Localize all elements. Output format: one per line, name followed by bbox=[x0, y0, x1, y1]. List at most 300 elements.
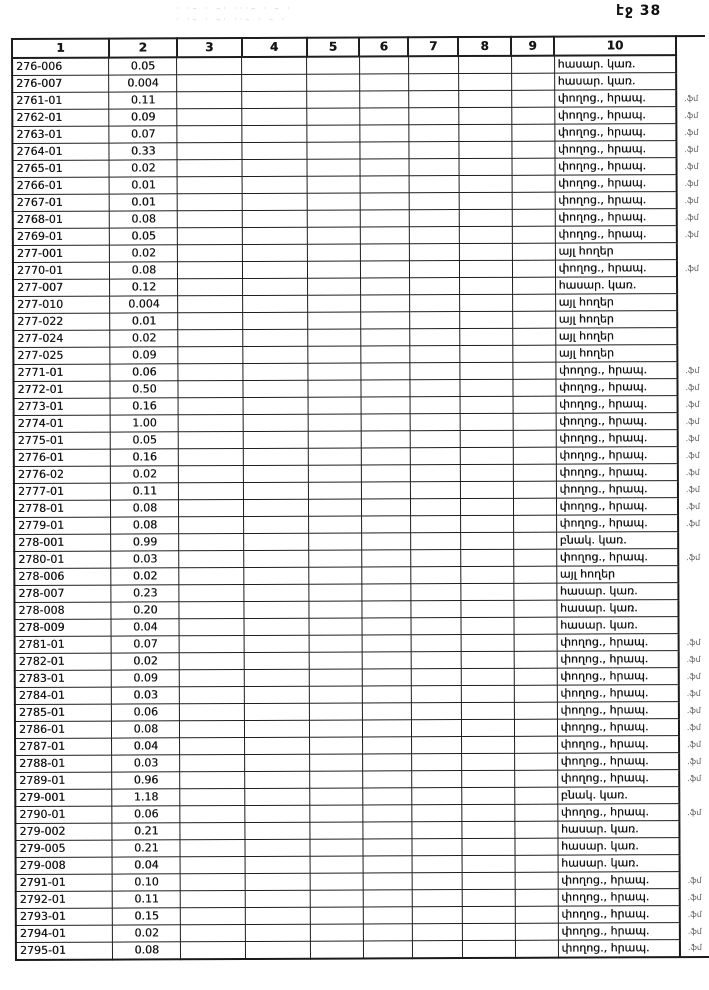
empty-cell-col-4 bbox=[243, 397, 308, 414]
code-cell: 2776-02 bbox=[14, 466, 111, 483]
empty-cell-col-4 bbox=[242, 57, 307, 75]
empty-cell-col-3 bbox=[178, 211, 243, 228]
category-cell: այլ հողեր bbox=[555, 243, 677, 261]
category-cell: փողոց., հրապ. bbox=[556, 413, 678, 431]
empty-cell-col-6 bbox=[362, 754, 411, 771]
empty-cell-col-6 bbox=[363, 941, 412, 959]
empty-cell-col-7 bbox=[410, 329, 460, 346]
faded-header-line-2: · ·– · –· ··– · – · bbox=[176, 15, 288, 24]
empty-cell-col-3 bbox=[178, 431, 243, 448]
value-cell: 0.11 bbox=[113, 891, 181, 908]
margin-note bbox=[677, 276, 706, 293]
column-header-10: 10 bbox=[554, 36, 676, 56]
empty-cell-col-8 bbox=[460, 345, 513, 362]
margin-note: .ֆմ bbox=[687, 909, 702, 919]
empty-cell-col-9 bbox=[514, 685, 557, 702]
column-header-5: 5 bbox=[306, 37, 359, 56]
category-cell: փողոց., հրապ. bbox=[557, 634, 679, 652]
empty-cell-col-3 bbox=[178, 312, 243, 329]
empty-cell-col-5 bbox=[310, 805, 363, 822]
empty-cell-col-4 bbox=[246, 941, 311, 959]
category-cell: փողոց., հրապ. bbox=[558, 923, 680, 941]
value-cell: 0.01 bbox=[110, 313, 178, 330]
category-cell: հասար. կառ. bbox=[554, 73, 676, 91]
margin-note bbox=[678, 616, 707, 633]
empty-cell-col-4 bbox=[244, 686, 309, 703]
category-cell: հասար. կառ. bbox=[556, 600, 678, 618]
category-cell: փողոց., հրապ. bbox=[557, 685, 679, 703]
margin-note: .ֆմ bbox=[685, 365, 700, 375]
empty-cell-col-9 bbox=[512, 277, 555, 294]
empty-cell-col-3 bbox=[178, 279, 243, 296]
code-cell: 2782-01 bbox=[15, 653, 112, 670]
empty-cell-col-7 bbox=[410, 482, 460, 499]
empty-cell-col-6 bbox=[362, 737, 411, 754]
empty-cell-col-3 bbox=[178, 295, 243, 312]
empty-cell-col-8 bbox=[459, 243, 512, 260]
value-cell: 0.06 bbox=[112, 806, 180, 823]
empty-cell-col-5 bbox=[308, 380, 361, 397]
empty-cell-col-6 bbox=[361, 482, 410, 499]
empty-cell-col-3 bbox=[177, 57, 242, 75]
code-cell: 2767-01 bbox=[13, 194, 110, 211]
empty-cell-col-8 bbox=[461, 770, 514, 787]
empty-cell-col-5 bbox=[310, 856, 363, 873]
empty-cell-col-7 bbox=[412, 822, 462, 839]
category-cell: փողոց., հրապ. bbox=[556, 430, 678, 448]
empty-cell-col-7 bbox=[410, 414, 460, 431]
empty-cell-col-3 bbox=[179, 448, 244, 465]
empty-cell-col-3 bbox=[177, 160, 242, 177]
empty-cell-col-7 bbox=[410, 380, 460, 397]
empty-cell-col-3 bbox=[180, 788, 245, 805]
empty-cell-col-6 bbox=[360, 74, 409, 91]
margin-note: .ֆմ bbox=[686, 722, 702, 732]
empty-cell-col-6 bbox=[361, 448, 410, 465]
empty-cell-col-9 bbox=[513, 515, 556, 532]
code-cell: 2762-01 bbox=[12, 109, 109, 126]
empty-cell-col-8 bbox=[460, 515, 513, 532]
empty-cell-col-3 bbox=[179, 618, 244, 635]
margin-note: .ֆմ bbox=[685, 399, 700, 409]
empty-cell-col-3 bbox=[177, 109, 242, 126]
value-cell: 0.05 bbox=[109, 57, 177, 75]
value-cell: 0.09 bbox=[109, 109, 177, 126]
margin-note bbox=[679, 837, 708, 854]
empty-cell-col-8 bbox=[460, 532, 513, 549]
empty-cell-col-8 bbox=[460, 447, 513, 464]
value-cell: 0.02 bbox=[111, 568, 179, 585]
empty-cell-col-8 bbox=[459, 311, 512, 328]
empty-cell-col-4 bbox=[245, 873, 310, 890]
empty-cell-col-9 bbox=[513, 430, 556, 447]
code-cell: 2792-01 bbox=[16, 891, 113, 908]
empty-cell-col-9 bbox=[514, 651, 557, 668]
empty-cell-col-4 bbox=[244, 618, 309, 635]
column-header-6: 6 bbox=[359, 37, 408, 56]
column-header-4: 4 bbox=[242, 38, 307, 57]
empty-cell-col-8 bbox=[461, 719, 514, 736]
empty-cell-col-4 bbox=[245, 856, 310, 873]
empty-cell-col-8 bbox=[459, 175, 512, 192]
code-cell: 2773-01 bbox=[14, 398, 111, 415]
empty-cell-col-4 bbox=[245, 754, 310, 771]
category-cell: այլ հողեր bbox=[555, 294, 677, 312]
empty-cell-col-4 bbox=[242, 142, 307, 159]
empty-cell-col-4 bbox=[244, 584, 309, 601]
empty-cell-col-5 bbox=[308, 295, 361, 312]
empty-cell-col-6 bbox=[360, 91, 409, 108]
empty-cell-col-7 bbox=[408, 74, 458, 91]
empty-cell-col-7 bbox=[411, 601, 461, 618]
empty-cell-col-3 bbox=[178, 262, 243, 279]
empty-cell-col-3 bbox=[181, 924, 246, 941]
empty-cell-col-3 bbox=[179, 567, 244, 584]
empty-cell-col-4 bbox=[243, 261, 308, 278]
category-cell: փողոց., հրապ. bbox=[555, 175, 677, 193]
empty-cell-col-3 bbox=[179, 652, 244, 669]
empty-cell-col-8 bbox=[459, 192, 512, 209]
empty-cell-col-6 bbox=[362, 686, 411, 703]
column-header-1: 1 bbox=[12, 39, 109, 58]
empty-cell-col-4 bbox=[244, 533, 309, 550]
empty-cell-col-4 bbox=[244, 567, 309, 584]
empty-cell-col-8 bbox=[460, 566, 513, 583]
margin-note: .ֆմ bbox=[684, 212, 699, 222]
empty-cell-col-7 bbox=[411, 567, 461, 584]
empty-cell-col-5 bbox=[307, 91, 360, 108]
category-cell: փողոց., հրապ. bbox=[555, 226, 677, 244]
empty-cell-col-8 bbox=[460, 430, 513, 447]
empty-cell-col-5 bbox=[308, 312, 361, 329]
value-cell: 0.23 bbox=[111, 585, 179, 602]
empty-cell-col-4 bbox=[242, 91, 307, 108]
empty-cell-col-7 bbox=[411, 550, 461, 567]
category-cell: հասար. կառ. bbox=[558, 855, 680, 873]
margin-note bbox=[677, 242, 706, 259]
empty-cell-col-8 bbox=[460, 413, 513, 430]
category-cell: փողոց., հրապ. bbox=[557, 668, 679, 686]
value-cell: 1.00 bbox=[110, 415, 178, 432]
empty-cell-col-7 bbox=[410, 499, 460, 516]
empty-cell-col-5 bbox=[309, 652, 362, 669]
margin-note: .ֆմ bbox=[685, 501, 701, 511]
empty-cell-col-6 bbox=[360, 261, 409, 278]
empty-cell-col-9 bbox=[513, 532, 556, 549]
value-cell: 0.05 bbox=[110, 228, 178, 245]
empty-cell-col-7 bbox=[411, 635, 461, 652]
empty-cell-col-6 bbox=[360, 295, 409, 312]
empty-cell-col-6 bbox=[361, 465, 410, 482]
empty-cell-col-9 bbox=[512, 345, 555, 362]
empty-cell-col-5 bbox=[307, 176, 360, 193]
empty-cell-col-4 bbox=[244, 669, 309, 686]
empty-cell-col-7 bbox=[410, 346, 460, 363]
code-cell: 2769-01 bbox=[13, 228, 110, 245]
empty-cell-col-7 bbox=[412, 907, 462, 924]
category-cell: փողոց., հրապ. bbox=[558, 940, 680, 958]
empty-cell-col-7 bbox=[412, 839, 462, 856]
category-cell: փողոց., հրապ. bbox=[555, 362, 677, 380]
empty-cell-col-4 bbox=[245, 805, 310, 822]
empty-cell-col-3 bbox=[179, 516, 244, 533]
empty-cell-col-6 bbox=[363, 873, 412, 890]
margin-note: .ֆմ bbox=[684, 127, 699, 137]
column-header-7: 7 bbox=[408, 37, 458, 56]
code-cell: 278-007 bbox=[14, 585, 111, 602]
empty-cell-col-8 bbox=[459, 141, 512, 158]
empty-cell-col-6 bbox=[363, 805, 412, 822]
value-cell: 0.03 bbox=[112, 755, 180, 772]
empty-cell-col-3 bbox=[179, 584, 244, 601]
empty-cell-col-9 bbox=[513, 413, 556, 430]
empty-cell-col-6 bbox=[360, 278, 409, 295]
empty-cell-col-4 bbox=[245, 890, 310, 907]
empty-cell-col-9 bbox=[512, 260, 555, 277]
margin-note bbox=[678, 531, 707, 548]
margin-note: .ֆմ bbox=[685, 416, 700, 426]
margin-note: .ֆմ bbox=[684, 161, 699, 171]
empty-cell-col-6 bbox=[363, 788, 412, 805]
code-cell: 2761-01 bbox=[12, 92, 109, 109]
margin-note: .ֆմ bbox=[684, 110, 699, 120]
value-cell: 0.02 bbox=[111, 466, 179, 483]
value-cell: 0.08 bbox=[113, 942, 181, 960]
land-parcel-table bbox=[11, 35, 709, 961]
code-cell: 276-007 bbox=[12, 75, 109, 92]
faded-header-line-1: · ·– · –· ···– · – · bbox=[176, 4, 293, 13]
empty-cell-col-6 bbox=[361, 380, 410, 397]
empty-cell-col-7 bbox=[409, 159, 459, 176]
empty-cell-col-5 bbox=[309, 669, 362, 686]
empty-cell-col-7 bbox=[412, 805, 462, 822]
margin-spacer bbox=[676, 36, 705, 55]
empty-cell-col-5 bbox=[307, 227, 360, 244]
empty-cell-col-3 bbox=[180, 805, 245, 822]
margin-note: .ֆմ bbox=[686, 739, 702, 749]
value-cell: 0.08 bbox=[111, 517, 179, 534]
empty-cell-col-3 bbox=[180, 890, 245, 907]
code-cell: 2790-01 bbox=[15, 806, 112, 823]
empty-cell-col-5 bbox=[309, 550, 362, 567]
value-cell: 0.08 bbox=[112, 721, 180, 738]
empty-cell-col-8 bbox=[462, 838, 515, 855]
empty-cell-col-8 bbox=[458, 90, 511, 107]
empty-cell-col-6 bbox=[362, 618, 411, 635]
empty-cell-col-6 bbox=[361, 312, 410, 329]
empty-cell-col-6 bbox=[361, 431, 410, 448]
empty-cell-col-7 bbox=[409, 108, 459, 125]
empty-cell-col-9 bbox=[515, 940, 558, 958]
category-cell: փողոց., հրապ. bbox=[558, 889, 680, 907]
category-cell: այլ հողեր bbox=[555, 311, 677, 329]
category-cell: փողոց., հրապ. bbox=[554, 124, 676, 142]
empty-cell-col-7 bbox=[410, 465, 460, 482]
code-cell: 2777-01 bbox=[14, 483, 111, 500]
value-cell: 0.09 bbox=[112, 670, 180, 687]
empty-cell-col-3 bbox=[180, 873, 245, 890]
empty-cell-col-6 bbox=[363, 856, 412, 873]
category-cell: փողոց., հրապ. bbox=[557, 770, 679, 788]
empty-cell-col-3 bbox=[179, 601, 244, 618]
code-cell: 276-006 bbox=[12, 58, 109, 76]
empty-cell-col-4 bbox=[243, 465, 308, 482]
empty-cell-col-5 bbox=[310, 822, 363, 839]
empty-cell-col-4 bbox=[245, 737, 310, 754]
empty-cell-col-5 bbox=[309, 635, 362, 652]
value-cell: 0.02 bbox=[110, 330, 178, 347]
category-cell: փողոց., հրապ. bbox=[554, 107, 676, 125]
empty-cell-col-7 bbox=[411, 771, 461, 788]
value-cell: 0.05 bbox=[111, 432, 179, 449]
value-cell: 1.18 bbox=[112, 789, 180, 806]
margin-note: .ֆմ bbox=[684, 229, 699, 239]
empty-cell-col-4 bbox=[243, 295, 308, 312]
empty-cell-col-5 bbox=[308, 448, 361, 465]
margin-note: .ֆմ bbox=[684, 144, 699, 154]
empty-cell-col-6 bbox=[360, 193, 409, 210]
empty-cell-col-5 bbox=[307, 56, 360, 74]
margin-note: .ֆմ bbox=[686, 637, 701, 647]
code-cell: 2763-01 bbox=[12, 126, 109, 143]
margin-note: .ֆմ bbox=[686, 705, 701, 715]
empty-cell-col-4 bbox=[244, 516, 309, 533]
margin-note: .ֆմ bbox=[687, 756, 702, 766]
empty-cell-col-4 bbox=[244, 652, 309, 669]
empty-cell-col-7 bbox=[411, 737, 461, 754]
column-header-9: 9 bbox=[511, 37, 554, 56]
empty-cell-col-7 bbox=[412, 788, 462, 805]
value-cell: 0.09 bbox=[110, 347, 178, 364]
empty-cell-col-4 bbox=[242, 125, 307, 142]
empty-cell-col-5 bbox=[309, 567, 362, 584]
value-cell: 0.01 bbox=[110, 194, 178, 211]
empty-cell-col-3 bbox=[178, 228, 243, 245]
empty-cell-col-3 bbox=[177, 143, 242, 160]
empty-cell-col-6 bbox=[360, 244, 409, 261]
value-cell: 0.21 bbox=[112, 823, 180, 840]
empty-cell-col-8 bbox=[462, 804, 515, 821]
value-cell: 0.04 bbox=[112, 857, 180, 874]
empty-cell-col-9 bbox=[515, 838, 558, 855]
empty-cell-col-9 bbox=[512, 243, 555, 260]
empty-cell-col-9 bbox=[512, 192, 555, 209]
empty-cell-col-6 bbox=[363, 890, 412, 907]
code-cell: 2785-01 bbox=[15, 704, 112, 721]
category-cell: այլ հողեր bbox=[555, 345, 677, 363]
value-cell: 0.004 bbox=[110, 296, 178, 313]
empty-cell-col-3 bbox=[180, 754, 245, 771]
category-cell: հասար. կառ. bbox=[554, 55, 676, 73]
empty-cell-col-8 bbox=[460, 498, 513, 515]
value-cell: 0.02 bbox=[113, 925, 181, 942]
category-cell: հասար. կառ. bbox=[555, 277, 677, 295]
empty-cell-col-9 bbox=[514, 787, 557, 804]
value-cell: 0.06 bbox=[112, 704, 180, 721]
faded-header-text bbox=[176, 3, 293, 25]
empty-cell-col-5 bbox=[309, 618, 362, 635]
margin-note bbox=[677, 310, 706, 327]
value-cell: 0.20 bbox=[111, 602, 179, 619]
empty-cell-col-9 bbox=[512, 141, 555, 158]
code-cell: 2794-01 bbox=[16, 925, 113, 942]
empty-cell-col-5 bbox=[309, 720, 362, 737]
empty-cell-col-3 bbox=[179, 533, 244, 550]
margin-note: .ֆմ bbox=[686, 671, 701, 681]
value-cell: 0.03 bbox=[111, 551, 179, 568]
margin-note: .ֆմ bbox=[685, 433, 700, 443]
value-cell: 0.02 bbox=[112, 653, 180, 670]
empty-cell-col-5 bbox=[310, 771, 363, 788]
value-cell: 0.04 bbox=[111, 619, 179, 636]
empty-cell-col-3 bbox=[180, 686, 245, 703]
empty-cell-col-9 bbox=[511, 56, 554, 74]
margin-note: .ֆմ bbox=[685, 450, 700, 460]
empty-cell-col-8 bbox=[461, 753, 514, 770]
empty-cell-col-5 bbox=[309, 516, 362, 533]
empty-cell-col-5 bbox=[310, 941, 363, 959]
category-cell: փողոց., հրապ. bbox=[556, 396, 678, 414]
empty-cell-col-6 bbox=[362, 652, 411, 669]
code-cell: 2771-01 bbox=[13, 364, 110, 381]
empty-cell-col-5 bbox=[307, 125, 360, 142]
empty-cell-col-4 bbox=[243, 380, 308, 397]
empty-cell-col-4 bbox=[245, 720, 310, 737]
empty-cell-col-5 bbox=[309, 533, 362, 550]
empty-cell-col-7 bbox=[412, 873, 462, 890]
code-cell: 277-024 bbox=[13, 330, 110, 347]
empty-cell-col-9 bbox=[514, 600, 557, 617]
empty-cell-col-4 bbox=[242, 159, 307, 176]
empty-cell-col-7 bbox=[411, 686, 461, 703]
empty-cell-col-6 bbox=[362, 635, 411, 652]
empty-cell-col-6 bbox=[360, 159, 409, 176]
empty-cell-col-3 bbox=[177, 177, 242, 194]
empty-cell-col-9 bbox=[514, 617, 557, 634]
category-cell: բնակ. կառ. bbox=[557, 787, 679, 805]
empty-cell-col-5 bbox=[309, 686, 362, 703]
empty-cell-col-7 bbox=[409, 227, 459, 244]
empty-cell-col-5 bbox=[307, 74, 360, 91]
margin-note: .ֆմ bbox=[686, 688, 701, 698]
empty-cell-col-8 bbox=[458, 107, 511, 124]
empty-cell-col-3 bbox=[178, 363, 243, 380]
empty-cell-col-8 bbox=[461, 702, 514, 719]
empty-cell-col-6 bbox=[362, 567, 411, 584]
margin-note bbox=[678, 565, 707, 582]
margin-note bbox=[679, 854, 708, 871]
empty-cell-col-5 bbox=[307, 261, 360, 278]
empty-cell-col-3 bbox=[179, 465, 244, 482]
page-number-label: էջ 38 bbox=[616, 3, 662, 19]
empty-cell-col-7 bbox=[412, 890, 462, 907]
empty-cell-col-4 bbox=[245, 771, 310, 788]
empty-cell-col-6 bbox=[360, 210, 409, 227]
category-cell: հասար. կառ. bbox=[557, 617, 679, 635]
empty-cell-col-6 bbox=[363, 924, 412, 941]
margin-note: .ֆմ bbox=[687, 875, 702, 885]
empty-cell-col-9 bbox=[512, 311, 555, 328]
value-cell: 0.02 bbox=[109, 160, 177, 177]
code-cell: 2793-01 bbox=[16, 908, 113, 925]
empty-cell-col-9 bbox=[514, 804, 557, 821]
empty-cell-col-5 bbox=[307, 159, 360, 176]
value-cell: 0.11 bbox=[109, 92, 177, 109]
code-cell: 277-025 bbox=[13, 347, 110, 364]
empty-cell-col-6 bbox=[360, 142, 409, 159]
margin-note: .ֆմ bbox=[684, 93, 699, 103]
margin-note bbox=[678, 582, 707, 599]
